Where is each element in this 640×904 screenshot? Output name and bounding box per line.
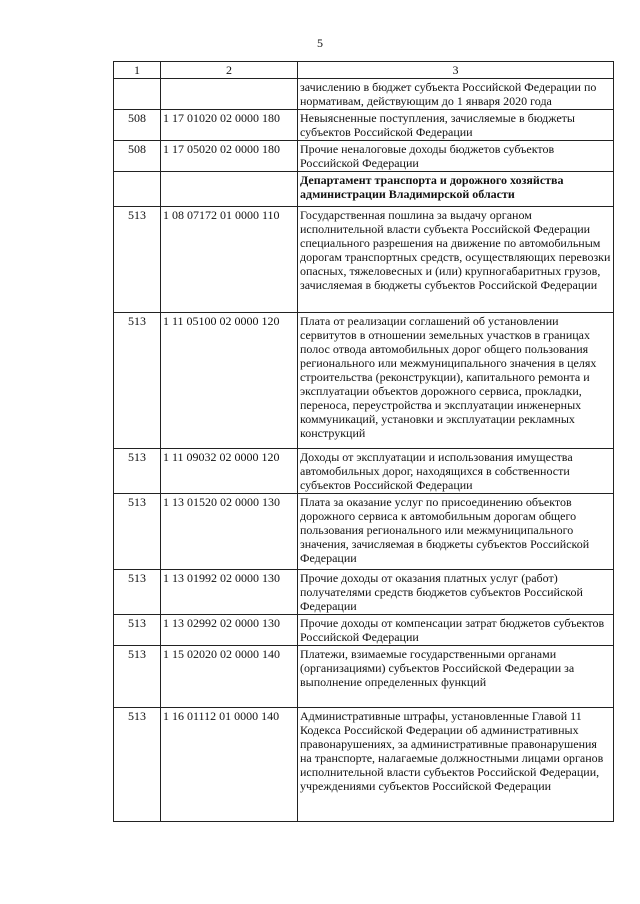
admin-code-cell: 508 <box>114 141 161 172</box>
revenue-code-cell: 1 16 01112 01 0000 140 <box>161 708 298 822</box>
admin-code-cell: 513 <box>114 646 161 708</box>
admin-code-cell: 513 <box>114 708 161 822</box>
table-row <box>114 207 614 313</box>
table-row <box>114 494 614 570</box>
revenue-codes-table <box>113 61 614 822</box>
revenue-code-cell <box>161 79 298 110</box>
admin-code-cell: 513 <box>114 570 161 615</box>
table-header-row <box>114 62 614 79</box>
admin-code-cell <box>114 172 161 207</box>
column-header-description: 3 <box>298 62 614 79</box>
description-cell: Департамент транспорта и дорожного хозяйства администрации Владимирской области <box>298 172 614 207</box>
revenue-code-cell: 1 13 02992 02 0000 130 <box>161 615 298 646</box>
column-header-admin: 1 <box>114 62 161 79</box>
revenue-code-cell: 1 17 05020 02 0000 180 <box>161 141 298 172</box>
revenue-code-cell: 1 13 01992 02 0000 130 <box>161 570 298 615</box>
section-header-row <box>114 172 614 207</box>
description-cell: Платежи, взимаемые государственными органами (организациями) субъектов Российской Федерации за выполнение определенных функций <box>298 646 614 708</box>
admin-code-cell: 508 <box>114 110 161 141</box>
revenue-code-cell: 1 15 02020 02 0000 140 <box>161 646 298 708</box>
table-row <box>114 141 614 172</box>
table-row <box>114 110 614 141</box>
revenue-code-cell: 1 08 07172 01 0000 110 <box>161 207 298 313</box>
revenue-code-cell: 1 11 09032 02 0000 120 <box>161 449 298 494</box>
admin-code-cell: 513 <box>114 615 161 646</box>
column-header-code: 2 <box>161 62 298 79</box>
page-number: 5 <box>317 36 323 50</box>
description-cell: Государственная пошлина за выдачу органом исполнительной власти субъекта Российской Федерации специального разрешения на движение по автомобильным дорогам транспортных средств, осуществляющих перевозки опасных, тяжеловесных и (или) крупногабаритных грузов, зачисляемая в бюджеты субъектов Российской Федерации <box>298 207 614 313</box>
admin-code-cell: 513 <box>114 313 161 449</box>
table-row <box>114 449 614 494</box>
description-cell: Плата за оказание услуг по присоединению объектов дорожного сервиса к автомобильным дорогам общего пользования регионального или межмуниципального значения, зачисляемая в бюджеты субъектов Российской Федерации <box>298 494 614 570</box>
description-cell: зачислению в бюджет субъекта Российской Федерации по нормативам, действующим до 1 января 2020 года <box>298 79 614 110</box>
description-cell: Невыясненные поступления, зачисляемые в бюджеты субъектов Российской Федерации <box>298 110 614 141</box>
admin-code-cell: 513 <box>114 494 161 570</box>
table-row <box>114 646 614 708</box>
admin-code-cell <box>114 79 161 110</box>
revenue-code-cell <box>161 172 298 207</box>
description-cell: Прочие неналоговые доходы бюджетов субъектов Российской Федерации <box>298 141 614 172</box>
table-row <box>114 615 614 646</box>
table-row <box>114 570 614 615</box>
description-cell: Доходы от эксплуатации и использования имущества автомобильных дорог, находящихся в собственности субъектов Российской Федерации <box>298 449 614 494</box>
table-row <box>114 313 614 449</box>
description-cell: Плата от реализации соглашений об установлении сервитутов в отношении земельных участков в границах полос отвода автомобильных дорог общего пользования регионального или межмуниципального значения в целях строительства (реконструкции), капитального ремонта и эксплуатации объектов дорожного сервиса, прокладки, переноса, переустройства и эксплуатации инженерных коммуникаций, установки и эксплуатации рекламных конструкций <box>298 313 614 449</box>
admin-code-cell: 513 <box>114 207 161 313</box>
revenue-code-cell: 1 13 01520 02 0000 130 <box>161 494 298 570</box>
table-row <box>114 79 614 110</box>
description-cell: Прочие доходы от компенсации затрат бюджетов субъектов Российской Федерации <box>298 615 614 646</box>
revenue-code-cell: 1 11 05100 02 0000 120 <box>161 313 298 449</box>
admin-code-cell: 513 <box>114 449 161 494</box>
table-row <box>114 708 614 822</box>
revenue-code-cell: 1 17 01020 02 0000 180 <box>161 110 298 141</box>
description-cell: Прочие доходы от оказания платных услуг (работ) получателями средств бюджетов субъектов Российской Федерации <box>298 570 614 615</box>
description-cell: Административные штрафы, установленные Главой 11 Кодекса Российской Федерации об административных правонарушениях, за административные правонарушения на транспорте, налагаемые должностными лицами органов исполнительной власти субъектов Российской Федерации, учреждениями субъектов Российской Федерации <box>298 708 614 822</box>
